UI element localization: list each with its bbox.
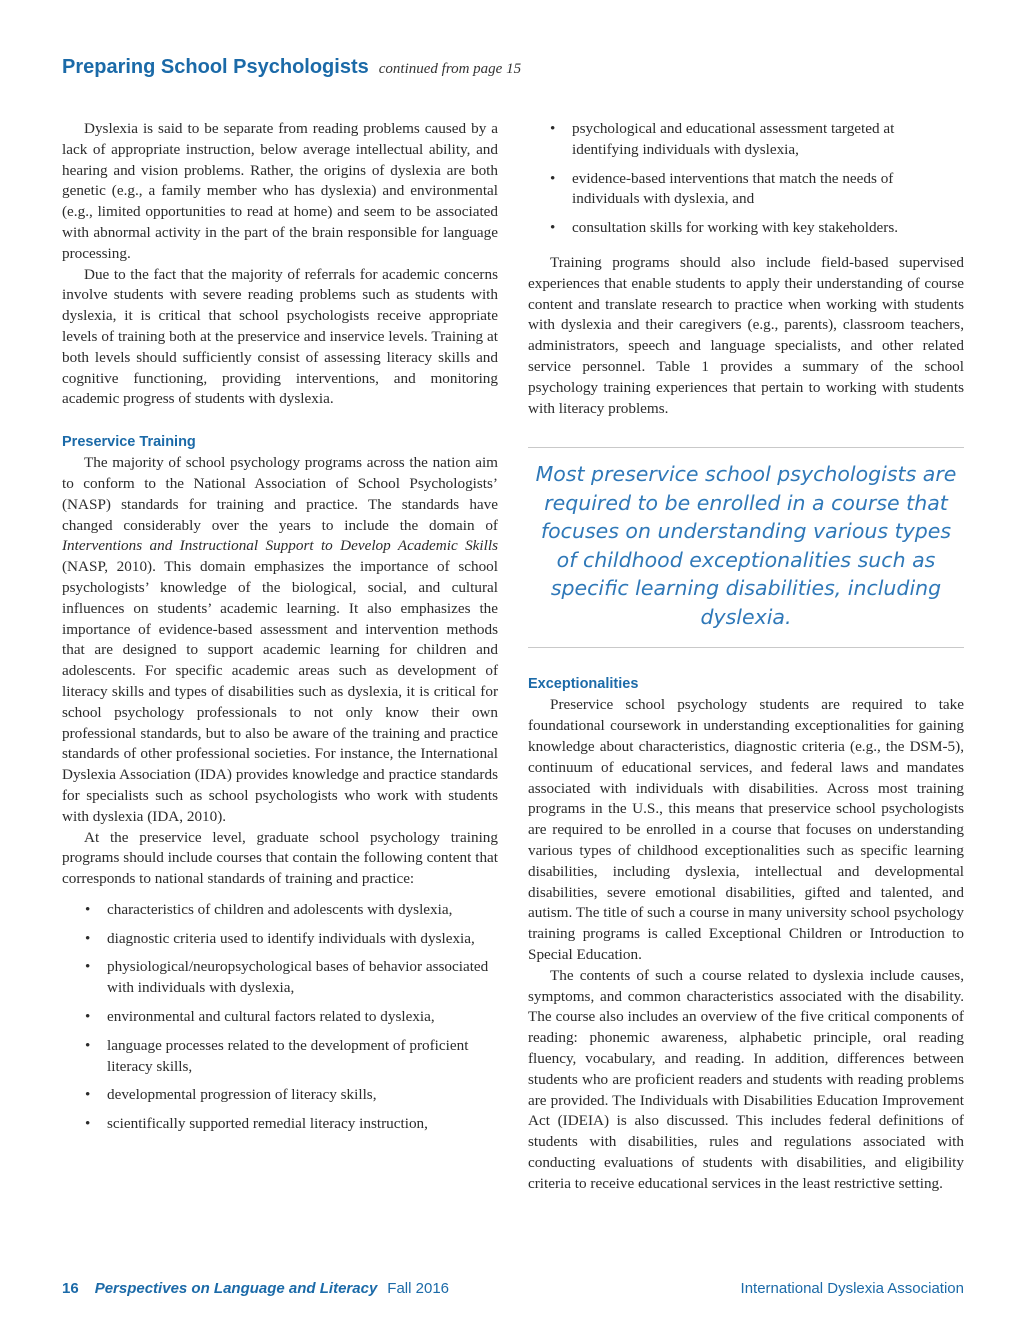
issue-label: Fall 2016 (387, 1280, 450, 1297)
organization-name: International Dyslexia Association (740, 1280, 964, 1297)
right-column (528, 119, 964, 1194)
content-bullet-list-continued (528, 119, 964, 239)
list-item: • physiological/neuropsychological bases of behavior associated with individuals with dyslexia, (62, 957, 498, 999)
list-item: • characteristics of children and adolescents with dyslexia, (62, 900, 498, 921)
paragraph: The contents of such a course related to dyslexia include causes, symptoms, and common characteristics associated with the disability. The course also includes an overview of the five critical components of reading: phonemic awareness, alphabetic principle, oral reading fluency, vocabulary, and reading. In addition, differences between students who are proficient readers and students with reading problems are provided. The Individuals with Disabilities Education Improvement Act (IDEIA) is also discussed. This includes federal definitions of students with disabilities, rules and regulations associated with conducting evaluations of students with disabilities, and eligibility criteria to receive educational services in the least restrictive setting. (528, 966, 964, 1192)
list-item: • scientifically supported remedial literacy instruction, (62, 1114, 498, 1135)
content-bullet-list (62, 900, 498, 1135)
left-column (62, 119, 498, 1143)
list-item: • developmental progression of literacy skills, (62, 1085, 498, 1106)
paragraph: Training programs should also include field-based supervised experiences that enable students to apply their understanding of course content and translate research to practice when working with students with dyslexia and their caregivers (e.g., parents), classroom teachers, administrators, speech and language specialists, and other related service personnel. Table 1 provides a summary of the school psychology training experiences that pertain to working with students with literacy problems. (528, 253, 964, 417)
section-heading-preservice-training: Preservice Training (62, 434, 196, 451)
paragraph: Due to the fact that the majority of referrals for academic concerns involve students with severe reading problems such as students with dyslexia, it is critical that school psychologists receive appropriate levels of training both at the preservice and inservice levels. Training at both levels should sufficiently consist of assessing literacy skills and cognitive functioning, providing interventions, and monitoring academic progress of students with dyslexia. (62, 265, 498, 408)
list-item: • psychological and educational assessment targeted at identifying individuals with dyslexia, (528, 119, 964, 161)
paragraph-text: The majority of school psychology programs across the nation aim to conform to the National Association of School Psychologists’ (NASP) standards for training and practice. The standards have changed considerably over the years to include the domain of (62, 454, 498, 534)
paragraph: Dyslexia is said to be separate from reading problems caused by a lack of appropriate instruction, below average intellectual ability, and hearing and vision problems. Rather, the origins of dyslexia are both genetic (e.g., a family member who has dyslexia) and environmental (e.g., limited opportunities to read at home) and seem to be associated with abnormal activity in the part of the brain responsible for language processing. (62, 120, 498, 262)
paragraph: At the preservice level, graduate school psychology training programs should include courses that contain the following content that corresponds to national standards of training and practice: (62, 828, 498, 888)
domain-title-italic: Interventions and Instructional Support to Develop Academic Skills (62, 537, 498, 555)
continued-note: continued from page 15 (378, 61, 522, 77)
list-item: • diagnostic criteria used to identify individuals with dyslexia, (62, 929, 498, 950)
footer-left (62, 1280, 449, 1297)
section-heading-exceptionalities: Exceptionalities (528, 676, 639, 693)
paragraph-text: (NASP, 2010). This domain emphasizes the importance of school psychologists’ knowledge of the biological, social, and cultural influences on students’ academic learning. It also emphasizes the importance of evidence-based assessment and intervention methods that are designed to support academic learning for children and adolescents. For specific academic areas such as development of literacy skills and types of disabilities such as dyslexia, it is critical for school psychology professionals to not only know their own professional standards, but to also be aware of the training and practice standards of other professional societies. For instance, the International Dyslexia Association (IDA) provides knowledge and practice standards for specialists such as school psychologists who work with students with dyslexia (IDA, 2010). (62, 558, 498, 825)
list-item: • evidence-based interventions that match the needs of individuals with dyslexia, and (528, 169, 964, 211)
journal-title: Perspectives on Language and Literacy (94, 1280, 378, 1297)
list-item: • consultation skills for working with key stakeholders. (528, 218, 964, 239)
page-number: 16 (62, 1280, 79, 1297)
paragraph: Preservice school psychology students are required to take foundational coursework in understanding exceptionalities for gaining knowledge about characteristics, diagnostic criteria (e.g., the DSM-5), continuum of educational services, and federal laws and mandates associated with individuals with disabilities. Across most training programs in the U.S., this means that preservice school psychologists are required to be enrolled in a course that focuses on understanding various types of childhood exceptionalities such as specific learning disabilities, including dyslexia, intellectual and developmental disabilities, severe emotional disabilities, gifted and talented, and autism. The title of such a course in many university school psychology training programs is called Exceptional Children or Introduction to Special Education. (528, 696, 964, 963)
list-item: • language processes related to the development of proficient literacy skills, (62, 1036, 498, 1078)
pull-quote: Most preservice school psychologists are required to be enrolled in a course that focuses on understanding various types of childhood exceptionalities such as specific learning disabilities, including dyslexia. (528, 447, 964, 648)
header-title: Preparing School Psychologists (62, 56, 369, 78)
page-footer (62, 1280, 964, 1297)
paragraph (62, 453, 498, 827)
list-item: • environmental and cultural factors related to dyslexia, (62, 1007, 498, 1028)
page-header (62, 56, 521, 79)
